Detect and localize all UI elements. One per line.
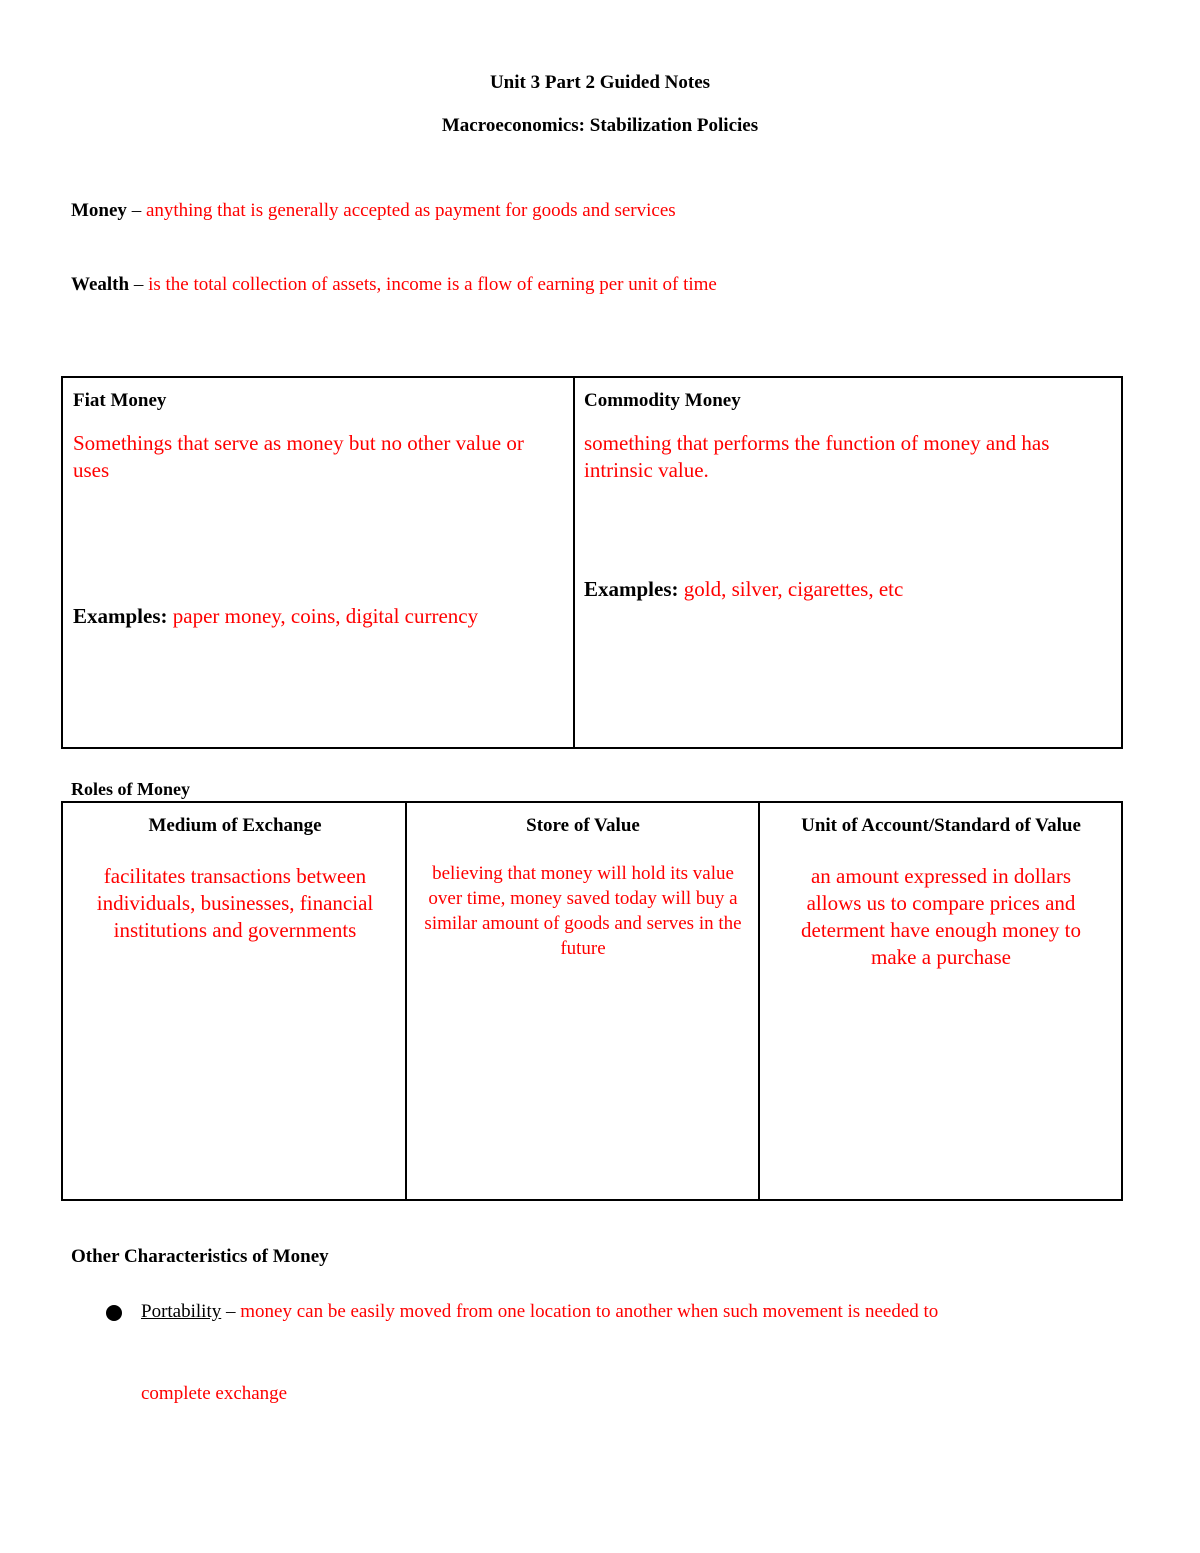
commodity-money-definition: something that performs the function of money and has intrinsic value. [584,431,1050,482]
page-subtitle: Macroeconomics: Stabilization Policies [441,115,759,136]
role-heading: Store of Value [526,815,640,836]
role-store-of-value [411,815,755,961]
definition-wealth-text: is the total collection of assets, income is a flow of earning per unit of time [148,274,717,295]
other-characteristics-label: Other Characteristics of Money [71,1246,329,1267]
examples-label: Examples: [584,577,679,601]
definition-money-text: anything that is generally accepted as payment for goods and services [145,200,676,221]
separator: – [129,274,149,295]
page-title: Unit 3 Part 2 Guided Notes [489,72,711,93]
term-money: Money [71,200,127,221]
fiat-money-heading: Fiat Money [73,390,167,411]
bullet-icon [106,1305,122,1321]
commodity-money-examples [584,577,1114,602]
portability-text-line2: complete exchange [141,1383,288,1404]
definition-wealth [71,274,717,296]
fiat-money-examples-text: paper money, coins, digital currency [167,604,479,628]
separator: – [221,1301,241,1322]
fiat-money-definition: Somethings that serve as money but no other value or uses [73,431,524,482]
money-types-table [61,376,1123,749]
separator: – [126,200,146,221]
role-body: facilitates transactions between individuals, businesses, financial institutions and governments [96,864,374,942]
definition-money [71,200,676,222]
fiat-money-examples [73,604,565,629]
role-unit-of-account [763,815,1119,971]
term-portability: Portability [141,1301,222,1322]
role-body: believing that money will hold its value over time, money saved today will buy a similar amount of goods and serves in the future [424,863,742,959]
characteristic-portability [141,1301,938,1323]
roles-label: Roles of Money [71,779,190,799]
role-medium-of-exchange [69,815,401,944]
table-divider [405,803,407,1199]
examples-label: Examples: [73,604,168,628]
roles-table [61,801,1123,1201]
fiat-money-cell [73,390,565,484]
role-heading: Medium of Exchange [148,815,322,836]
role-heading: Unit of Account/Standard of Value [801,815,1081,836]
portability-text-line1: money can be easily moved from one location to another when such movement is needed to [240,1301,939,1322]
commodity-money-heading: Commodity Money [584,390,741,411]
role-body: an amount expressed in dollars allows us to compare prices and determent have enough money to make a purchase [801,864,1081,969]
table-divider [573,378,575,747]
table-divider [758,803,760,1199]
term-wealth: Wealth [71,274,130,295]
commodity-money-examples-text: gold, silver, cigarettes, etc [678,577,904,601]
commodity-money-cell [584,390,1114,484]
